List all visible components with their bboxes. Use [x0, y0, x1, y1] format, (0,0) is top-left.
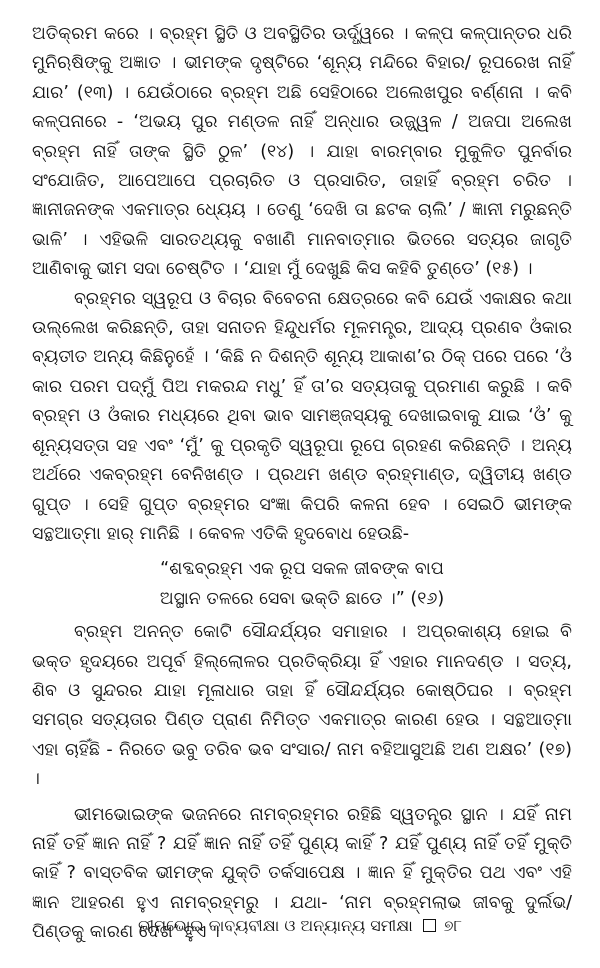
- paragraph-4: ଭୀମଭୋଇଙ୍କ ଭଜନରେ ନାମବ୍ରହ୍ମର ରହିଛି ସ୍ୱତନ୍ତ୍ର ସ୍ଥାନ । ଯହିଁ ନାମ ନାହିଁ ତହିଁ ଜ୍ଞାନ ନାହିଁ ? ଯହିଁ ଜ୍ଞାନ ନାହିଁ ତହିଁ ପୁଣ୍ୟ କାହିଁ ? ଯହିଁ ପୁଣ୍ୟ ନାହିଁ ତହିଁ ମୁକ୍ତି କାହିଁ ? ବାସ୍ତବିକ ଭୀମଙ୍କ ଯୁକ୍ତି ତର୍କସାପେକ୍ଷ । ଜ୍ଞାନ ହିଁ ମୁକ୍ତିର ପଥ ଏବଂ ଏହି ଜ୍ଞାନ ଆହରଣ ହୁଏ ନାମବ୍ରହ୍ମରୁ । ଯଥା- ‘ନାମ ବ୍ରହ୍ମଲାଭ ଜୀବକୁ ଦୁର୍ଲଭ/ ପିଣ୍ଡକୁ କାରଣ ଦେଖ’ ହୁଏ ।: [32, 804, 572, 943]
- paragraph-1: ଅତିକ୍ରମ କରେ । ବ୍ରହ୍ମ ସ୍ଥିତି ଓ ଅବସ୍ଥିତିର ଊର୍ଦ୍ଧ୍ୱରେ । କଳ୍ପ କଳ୍ପାନ୍ତର ଧରି ମୁନିଋଷିଙ୍କୁ ଅଜ୍ଞାତ । ଭୀମଙ୍କ ଦୃଷ୍ଟିରେ ‘ଶୂନ୍ୟ ମନ୍ଦିରେ ବିହାର/ ରୂପରେଖ ନାହିଁ ଯାର’ (୧୩) । ଯେଉଁଠାରେ ବ୍ରହ୍ମ ଅଛି ସେହିଠାରେ ଅଲେଖପୁର ବର୍ଣ୍ଣନା । କବି କଳ୍ପନାରେ - ‘ଅଭୟ ପୁର ମଣ୍ଡଳ ନାହିଁ ଅନ୍ଧାର ଉଜ୍ଜ୍ୱଳ / ଅଜପା ଅଲେଖ ବ୍ରହ୍ମ ନାହିଁ ତାଙ୍କ ସ୍ଥିତି ଠୁଳ’ (୧୪) । ଯାହା ବାରମ୍ବାର ମୁକୁଳିତ ପୁନର୍ବାର ସଂଯୋଜିତ, ଆପେଆପେ ପ୍ରଚାରିତ ଓ ପ୍ରସାରିତ, ତାହାହିଁ ବ୍ରହ୍ମ ଚରିତ । ଜ୍ଞାନୀଜନଙ୍କ ଏକମାତ୍ର ଧ୍ୟେୟ । ତେଣୁ ‘ଦେଖି ତା ଛଟକ ଚାଲି’ / ଜ୍ଞାନୀ ମରୁଛନ୍ତି ଭାଳି’ । ଏହିଭଳି ସାରତଥ୍ୟକୁ ବଖାଣି ମାନବାତ୍ମାର ଭିତରେ ସତ୍ୟର ଜାଗୃତି ଆଣିବାକୁ ଭୀମ ସଦା ଚେଷ୍ଟିତ । ‘ଯାହା ମୁଁ ଦେଖୁଛି କିସ କହିବି ତୁଣ୍ଡେ’ (୧୫) ।: [32, 24, 572, 280]
- page-footer: [0, 916, 600, 936]
- paragraph-2: ବ୍ରହ୍ମର ସ୍ୱରୂପ ଓ ବିଚାର ବିବେଚନା କ୍ଷେତ୍ରରେ କବି ଯେଉଁ ଏକାକ୍ଷର କଥା ଉଲ୍ଲେଖ କରିଛନ୍ତି, ତାହା ସନାତନ ହିନ୍ଦୁଧର୍ମର ମୂଳମନ୍ତ୍ର, ଆଦ୍ୟ ପ୍ରଣବ ଓଁକାର ବ୍ୟତୀତ ଅନ୍ୟ କିଛିନୁହେଁ । ‘କିଛି ନ ଦିଶନ୍ତି ଶୂନ୍ୟ ଆକାଶ’ର ଠିକ୍ ପରେ ପରେ ‘ଓଁ କାର ପରମ ପଦ୍ମୁଁ ପିଅ ମକରନ୍ଦ ମଧୁ’ ହିଁ ତା’ର ସତ୍ୟତାକୁ ପ୍ରମାଣ କରୁଛି । କବି ବ୍ରହ୍ମ ଓ ଓଁକାର ମଧ୍ୟରେ ଥିବା ଭାବ ସାମଞ୍ଜସ୍ୟକୁ ଦେଖାଇବାକୁ ଯାଇ ‘ଓଁ’ କୁ ଶୂନ୍ୟସତ୍ତା ସହ ଏବଂ ‘ମୁଁ’ କୁ ପ୍ରକୃତି ସ୍ୱରୂପା ରୂପେ ଗ୍ରହଣ କରିଛନ୍ତି । ଅନ୍ୟ ଅର୍ଥରେ ଏକବ୍ରହ୍ମ ବେନିଖଣ୍ଡ । ପ୍ରଥମ ଖଣ୍ଡ ବ୍ରହ୍ମାଣ୍ଡ, ଦ୍ୱିତୀୟ ଖଣ୍ଡ ଗୁପ୍ତ । ସେହି ଗୁପ୍ତ ବ୍ରହ୍ମର ସଂଜ୍ଞା କିପରି କଳନା ହେବ । ସେଇଠି ଭୀମଙ୍କ ସନ୍ଥଆତ୍ମା ହାର୍ ମାନିଛି । କେବଳ ଏତିକି ହୃଦବୋଧ ହେଉଛି-: [32, 288, 572, 544]
- verse-line-1: “ଶବ୍ଦବ୍ରହ୍ମ ଏକ ରୂପ ସକଳ ଜୀବଙ୍କ ବାପ: [160, 559, 444, 580]
- footer-book-title: ଭୀମଭୋଇ କାବ୍ୟବୀକ୍ଷା ଓ ଅନ୍ୟାନ୍ୟ ସମୀକ୍ଷା: [138, 916, 413, 935]
- page-number: ୭୮: [443, 916, 462, 935]
- verse-line-2: ଅସ୍ଥାନ ତଳରେ ସେବା ଭକ୍ତି ଛାଡେ ।” (୧୬): [159, 588, 445, 609]
- square-separator-icon: [423, 919, 436, 932]
- page-body: [32, 20, 572, 948]
- paragraph-3: ବ୍ରହ୍ମ ଅନନ୍ତ କୋଟି ସୌନ୍ଦର୍ଯ୍ୟର ସମାହାର । ଅପ୍ରକାଶ୍ୟ ହୋଇ ବି ଭକ୍ତ ହୃଦୟରେ ଅପୂର୍ବ ହିଲ୍ଲୋଳର ପ୍ରତିକ୍ରିୟା ହିଁ ଏହାର ମାନଦଣ୍ଡ । ସତ୍ୟ, ଶିବ ଓ ସୁନ୍ଦରର ଯାହା ମୂଳାଧାର ତାହା ହିଁ ସୌନ୍ଦର୍ଯ୍ୟର କୋଷ୍ଠିଘର । ବ୍ରହ୍ମ ସମଗ୍ର ସତ୍ୟତାର ପିଣ୍ଡ ପ୍ରାଣ ନିମିତ୍ତ ଏକମାତ୍ର କାରଣ ହେଉ । ସନ୍ଥଆତ୍ମା ଏହା ଚାହିଁଛି - ନିରତେ ଭବୁ ତରିବ ଭବ ସଂସାର/ ନାମ ବହିଆସୁଅଛି ଅଣ ଅକ୍ଷର’ (୧୭) ।: [32, 622, 572, 790]
- verse-quote: [32, 555, 572, 614]
